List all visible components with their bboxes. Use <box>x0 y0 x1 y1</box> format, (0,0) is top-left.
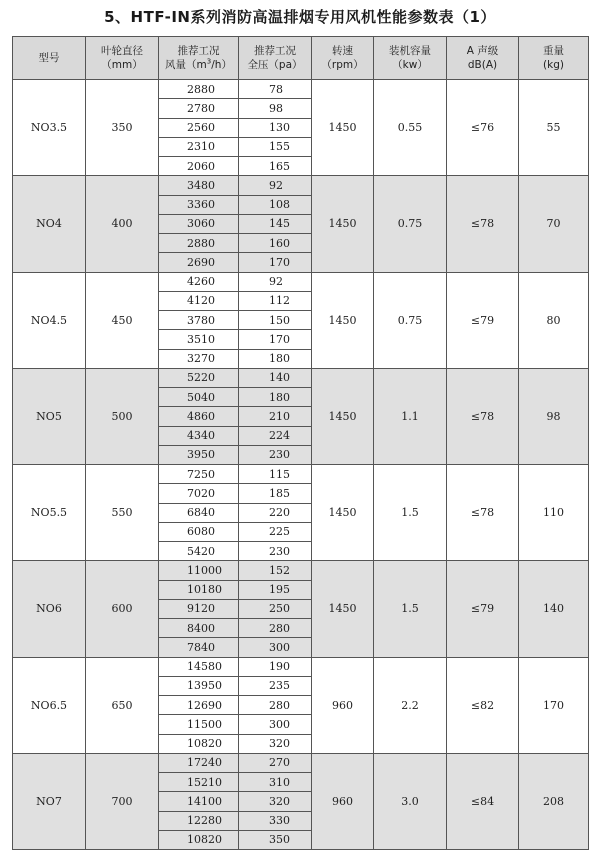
pressure-cell: 250 <box>239 599 312 618</box>
pressure-cell: 280 <box>239 619 312 638</box>
pressure-cell: 190 <box>239 657 312 676</box>
pressure-cell: 115 <box>239 465 312 484</box>
fan-performance-table <box>12 36 589 850</box>
impeller-cell: 500 <box>86 368 159 464</box>
pressure-cell: 152 <box>239 561 312 580</box>
model-cell: NO3.5 <box>13 80 86 176</box>
page-title: 5、HTF-IN系列消防高温排烟专用风机性能参数表（1） <box>104 8 496 26</box>
weight-cell: 208 <box>519 753 589 849</box>
pressure-cell: 170 <box>239 253 312 272</box>
flow-cell: 15210 <box>159 773 239 792</box>
model-cell: NO6 <box>13 561 86 657</box>
power-cell: 0.55 <box>374 80 447 176</box>
pressure-cell: 330 <box>239 811 312 830</box>
flow-cell: 2060 <box>159 157 239 176</box>
flow-cell: 3780 <box>159 311 239 330</box>
header-noise <box>447 37 519 80</box>
pressure-cell: 320 <box>239 734 312 753</box>
flow-cell: 6840 <box>159 503 239 522</box>
noise-cell: ≤82 <box>447 657 519 753</box>
noise-cell: ≤79 <box>447 561 519 657</box>
pressure-cell: 300 <box>239 715 312 734</box>
header-power-label: 装机容量 <box>389 45 431 57</box>
speed-cell: 1450 <box>312 80 374 176</box>
pressure-cell: 180 <box>239 388 312 407</box>
impeller-cell: 450 <box>86 272 159 368</box>
pressure-cell: 320 <box>239 792 312 811</box>
header-weight-unit: (kg) <box>543 59 564 71</box>
flow-cell: 2690 <box>159 253 239 272</box>
header-impeller-unit: （mm） <box>101 59 143 71</box>
pressure-cell: 165 <box>239 157 312 176</box>
power-cell: 0.75 <box>374 272 447 368</box>
power-cell: 1.1 <box>374 368 447 464</box>
pressure-cell: 185 <box>239 484 312 503</box>
flow-cell: 3360 <box>159 195 239 214</box>
impeller-cell: 650 <box>86 657 159 753</box>
pressure-cell: 270 <box>239 753 312 772</box>
header-flow-unit: 风量（m <box>165 59 207 71</box>
flow-cell: 3060 <box>159 214 239 233</box>
header-power <box>374 37 447 80</box>
weight-cell: 140 <box>519 561 589 657</box>
flow-cell: 10820 <box>159 830 239 849</box>
header-flow <box>159 37 239 80</box>
model-group <box>13 465 589 561</box>
flow-cell: 4260 <box>159 272 239 291</box>
pressure-cell: 92 <box>239 176 312 195</box>
impeller-cell: 400 <box>86 176 159 272</box>
power-cell: 2.2 <box>374 657 447 753</box>
header-model-label: 型号 <box>38 52 60 64</box>
flow-cell: 10180 <box>159 580 239 599</box>
impeller-cell: 350 <box>86 80 159 176</box>
flow-cell: 2310 <box>159 137 239 156</box>
header-pressure-unit: 全压（pa） <box>247 59 303 71</box>
flow-cell: 2880 <box>159 80 239 99</box>
flow-cell: 11500 <box>159 715 239 734</box>
pressure-cell: 210 <box>239 407 312 426</box>
pressure-cell: 108 <box>239 195 312 214</box>
pressure-cell: 160 <box>239 234 312 253</box>
speed-cell: 1450 <box>312 176 374 272</box>
flow-cell: 5420 <box>159 542 239 561</box>
flow-cell: 5220 <box>159 368 239 387</box>
noise-cell: ≤79 <box>447 272 519 368</box>
flow-cell: 17240 <box>159 753 239 772</box>
pressure-cell: 350 <box>239 830 312 849</box>
flow-cell: 14580 <box>159 657 239 676</box>
header-pressure-label: 推荐工况 <box>254 45 296 57</box>
header-model <box>13 37 86 80</box>
speed-cell: 960 <box>312 753 374 849</box>
pressure-cell: 220 <box>239 503 312 522</box>
model-group <box>13 80 589 176</box>
pressure-cell: 92 <box>239 272 312 291</box>
pressure-cell: 230 <box>239 445 312 464</box>
header-weight-label: 重量 <box>543 45 564 57</box>
power-cell: 3.0 <box>374 753 447 849</box>
header-weight <box>519 37 589 80</box>
flow-cell: 12280 <box>159 811 239 830</box>
flow-cell: 5040 <box>159 388 239 407</box>
weight-cell: 98 <box>519 368 589 464</box>
pressure-cell: 300 <box>239 638 312 657</box>
noise-cell: ≤84 <box>447 753 519 849</box>
header-noise-label: A 声级 <box>466 45 499 57</box>
header-speed-unit: （rpm） <box>321 59 364 71</box>
pressure-cell: 140 <box>239 368 312 387</box>
impeller-cell: 600 <box>86 561 159 657</box>
pressure-cell: 112 <box>239 291 312 310</box>
speed-cell: 960 <box>312 657 374 753</box>
noise-cell: ≤78 <box>447 176 519 272</box>
header-impeller-label: 叶轮直径 <box>101 45 143 57</box>
pressure-cell: 280 <box>239 696 312 715</box>
model-cell: NO6.5 <box>13 657 86 753</box>
flow-cell: 4340 <box>159 426 239 445</box>
pressure-cell: 145 <box>239 214 312 233</box>
header-flow-unit-end: /h） <box>211 59 232 71</box>
pressure-cell: 224 <box>239 426 312 445</box>
table-row <box>13 176 589 195</box>
model-cell: NO4.5 <box>13 272 86 368</box>
flow-cell: 14100 <box>159 792 239 811</box>
flow-cell: 2780 <box>159 99 239 118</box>
model-group <box>13 272 589 368</box>
weight-cell: 110 <box>519 465 589 561</box>
flow-cell: 3510 <box>159 330 239 349</box>
pressure-cell: 78 <box>239 80 312 99</box>
model-group <box>13 368 589 464</box>
flow-cell: 12690 <box>159 696 239 715</box>
flow-cell: 6080 <box>159 522 239 541</box>
flow-cell: 7840 <box>159 638 239 657</box>
header-power-unit: （kw） <box>392 59 428 71</box>
pressure-cell: 150 <box>239 311 312 330</box>
model-group <box>13 657 589 753</box>
pressure-cell: 225 <box>239 522 312 541</box>
noise-cell: ≤78 <box>447 368 519 464</box>
flow-cell: 3950 <box>159 445 239 464</box>
table-row <box>13 80 589 99</box>
flow-cell: 7020 <box>159 484 239 503</box>
impeller-cell: 700 <box>86 753 159 849</box>
pressure-cell: 230 <box>239 542 312 561</box>
flow-cell: 7250 <box>159 465 239 484</box>
pressure-cell: 170 <box>239 330 312 349</box>
header-flow-label: 推荐工况 <box>177 45 220 57</box>
flow-cell: 8400 <box>159 619 239 638</box>
model-cell: NO7 <box>13 753 86 849</box>
table-row <box>13 272 589 291</box>
speed-cell: 1450 <box>312 465 374 561</box>
flow-cell: 13950 <box>159 676 239 695</box>
table-row <box>13 465 589 484</box>
noise-cell: ≤78 <box>447 465 519 561</box>
pressure-cell: 310 <box>239 773 312 792</box>
table-row <box>13 561 589 580</box>
header-speed-label: 转速 <box>332 45 353 57</box>
flow-cell: 2560 <box>159 118 239 137</box>
power-cell: 1.5 <box>374 465 447 561</box>
table-header <box>13 37 589 80</box>
table-row <box>13 657 589 676</box>
model-group <box>13 176 589 272</box>
header-pressure <box>239 37 312 80</box>
flow-cell: 3270 <box>159 349 239 368</box>
impeller-cell: 550 <box>86 465 159 561</box>
power-cell: 0.75 <box>374 176 447 272</box>
header-impeller <box>86 37 159 80</box>
model-cell: NO4 <box>13 176 86 272</box>
flow-cell: 4860 <box>159 407 239 426</box>
pressure-cell: 180 <box>239 349 312 368</box>
speed-cell: 1450 <box>312 272 374 368</box>
weight-cell: 80 <box>519 272 589 368</box>
model-cell: NO5.5 <box>13 465 86 561</box>
pressure-cell: 155 <box>239 137 312 156</box>
speed-cell: 1450 <box>312 368 374 464</box>
header-noise-unit: dB(A) <box>467 59 498 71</box>
speed-cell: 1450 <box>312 561 374 657</box>
model-group <box>13 561 589 657</box>
pressure-cell: 130 <box>239 118 312 137</box>
header-flow-superscript: 3 <box>206 57 212 66</box>
weight-cell: 70 <box>519 176 589 272</box>
flow-cell: 4120 <box>159 291 239 310</box>
weight-cell: 170 <box>519 657 589 753</box>
noise-cell: ≤76 <box>447 80 519 176</box>
flow-cell: 9120 <box>159 599 239 618</box>
model-cell: NO5 <box>13 368 86 464</box>
header-speed <box>312 37 374 80</box>
pressure-cell: 195 <box>239 580 312 599</box>
pressure-cell: 235 <box>239 676 312 695</box>
table-row <box>13 368 589 387</box>
table-row <box>13 753 589 772</box>
model-group <box>13 753 589 849</box>
weight-cell: 55 <box>519 80 589 176</box>
flow-cell: 2880 <box>159 234 239 253</box>
flow-cell: 3480 <box>159 176 239 195</box>
flow-cell: 10820 <box>159 734 239 753</box>
pressure-cell: 98 <box>239 99 312 118</box>
power-cell: 1.5 <box>374 561 447 657</box>
flow-cell: 11000 <box>159 561 239 580</box>
